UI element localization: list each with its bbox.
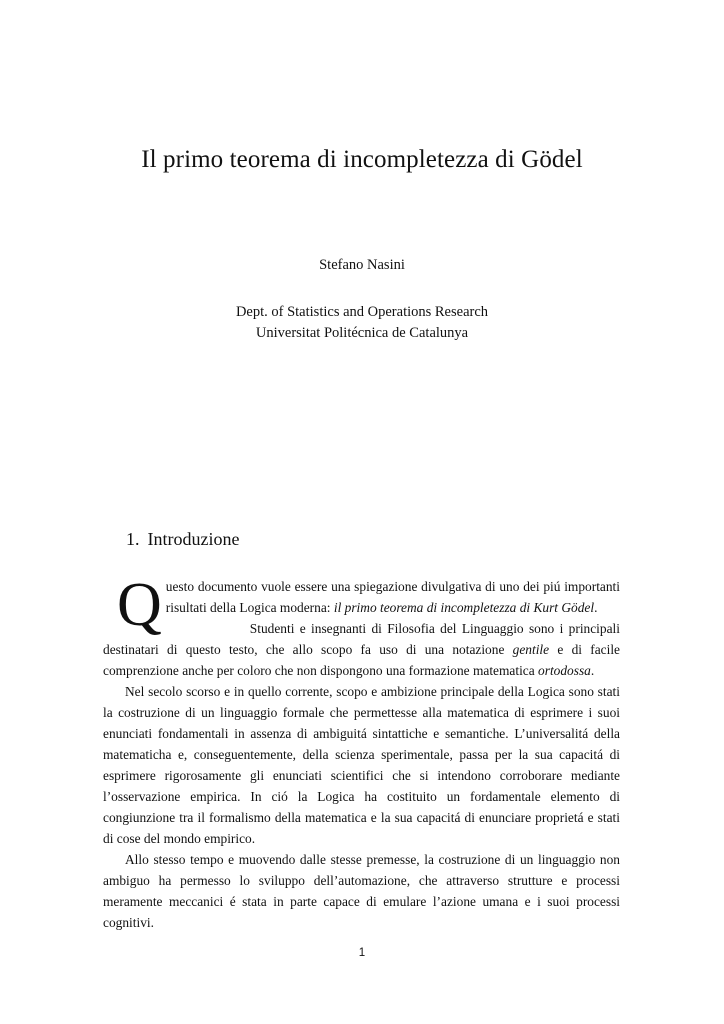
page-number: 1 xyxy=(358,947,366,959)
paragraph-1 xyxy=(103,571,620,681)
section-heading xyxy=(126,529,239,550)
paragraph-1-text-c: Studenti e insegnanti di Filosofia del Linguaggio sono i principali destinatari di questo testo, che allo scopo fa uso di una notazione xyxy=(103,621,620,657)
paragraph-1-text-b: . xyxy=(594,600,598,615)
affiliation-line-2: Universitat Politécnica de Catalunya xyxy=(255,325,469,341)
paragraph-3: Allo stesso tempo e muovendo dalle stesse premesse, la costruzione di un linguaggio non ambiguo ha permesso lo sviluppo dell’automazione, che attraverso strutture e processi meramente meccanici é stata in parte capace di emulare l’azione umana e i suoi processi cognitivi. xyxy=(103,852,620,930)
paragraph-1-text-a: uesto documento vuole essere una spiegazione divulgativa di uno dei piú importanti risultati della Logica moderna: xyxy=(165,579,620,615)
paper-title: Il primo teorema di incompletezza di Gödel xyxy=(141,146,583,173)
affiliation-line-1: Dept. of Statistics and Operations Research xyxy=(235,304,489,320)
section-title: Introduzione xyxy=(147,529,240,549)
paragraph-1-emphasis-ortodossa: ortodossa xyxy=(538,663,591,678)
paragraph-2: Nel secolo scorso e in quello corrente, scopo e ambizione principale della Logica sono stati la costruzione di un linguaggio formale che permettesse alla matematica di esprimere i suoi enunciati fondamentali in assenza di ambiguitá sintattiche e semantiche. L’universalitá della matematicha e, conseguentemente, della scienza sperimentale, passa per la sua capacitá di esprimere rigorosamente gli enunciati scientifici che si intendono corroborare mediante l’osservazione empirica. In ció la Logica ha costituito un fordamentale elemento di congiunzione tra il formalismo della matematica e la sua capacitá di enunciare proprietá e stati di cose del mondo empirico. xyxy=(103,684,620,846)
paragraph-1-text-e: . xyxy=(590,663,595,678)
section-number: 1. xyxy=(126,529,140,549)
drop-cap: Q xyxy=(117,571,162,639)
paragraph-1-text-d: e di facile comprenzione anche per coloro che non dispongono una formazione matematica xyxy=(103,642,620,678)
author-name: Stefano Nasini xyxy=(319,257,405,273)
body-text xyxy=(103,571,620,933)
paragraph-1-emphasis-gentile: gentile xyxy=(512,642,550,657)
affiliation xyxy=(0,302,724,344)
paragraph-1-emphasis-title: il primo teorema di incompletezza di Kurt Gödel xyxy=(333,600,595,615)
